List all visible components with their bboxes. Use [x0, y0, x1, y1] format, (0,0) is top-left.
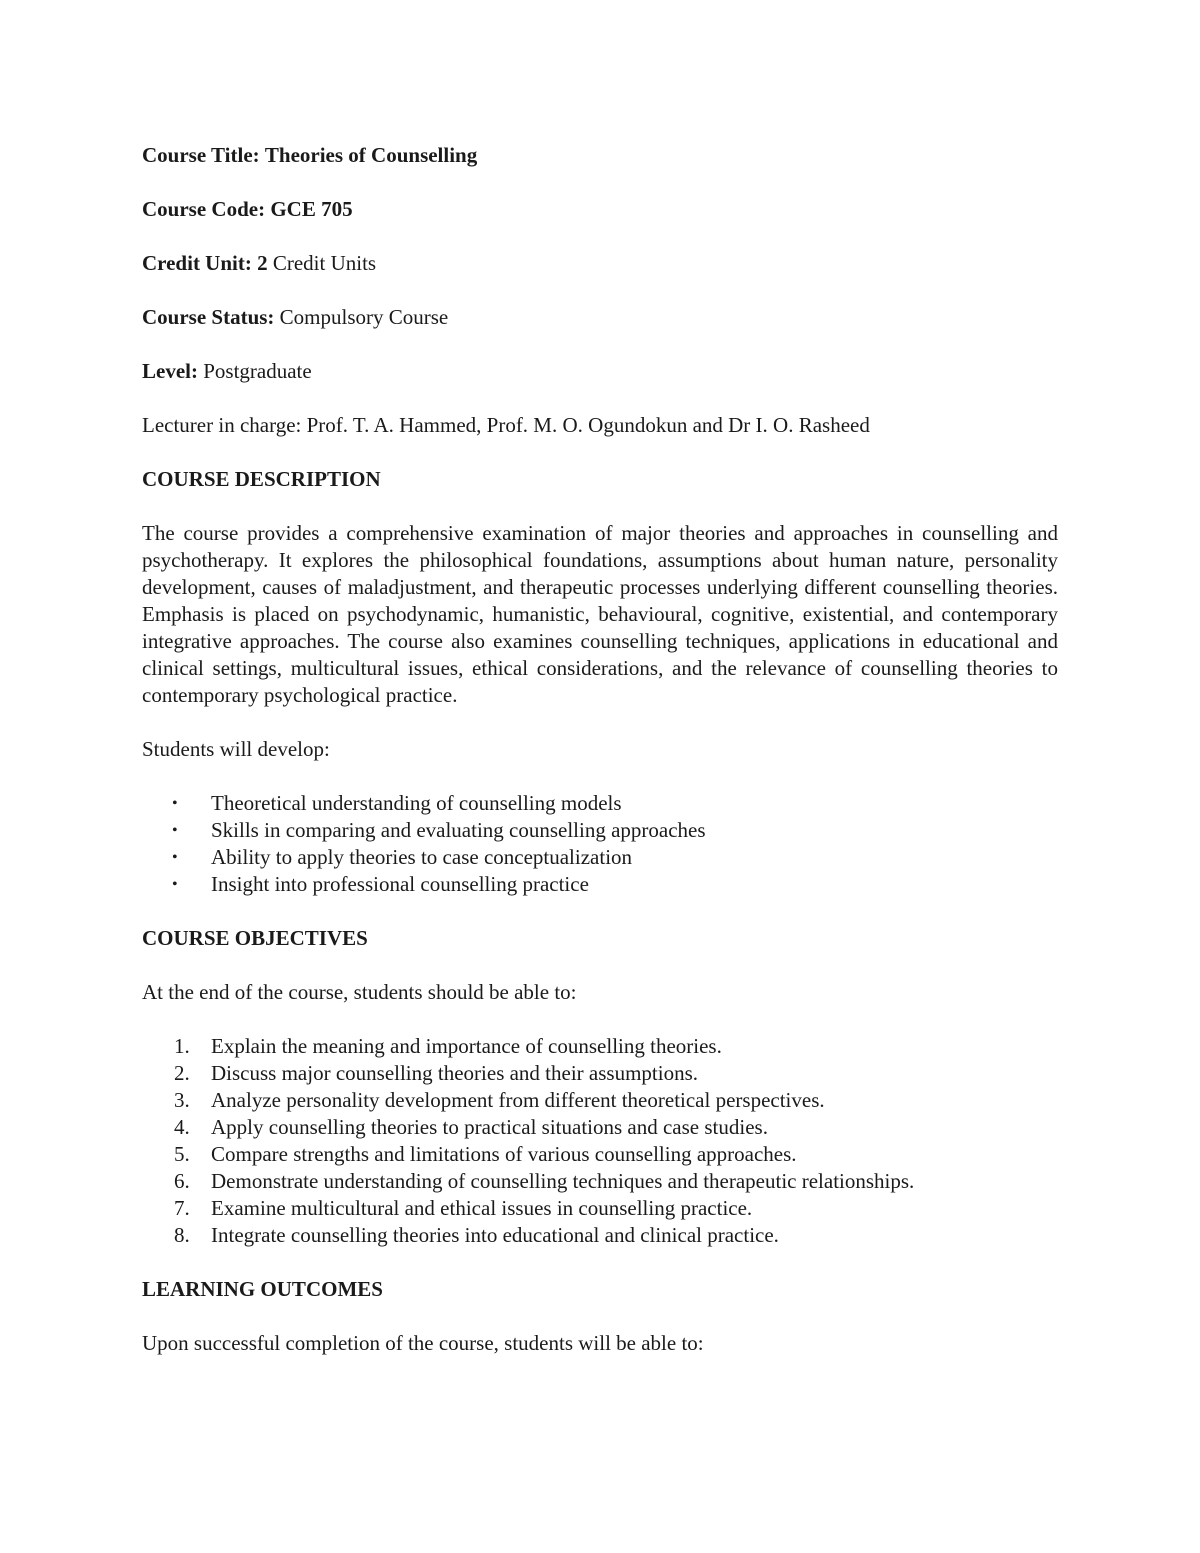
list-item: [142, 1222, 1058, 1249]
bullet-icon: •: [172, 849, 178, 866]
credit-unit-text: Credit Units: [272, 251, 377, 275]
course-status-value: Compulsory Course: [279, 305, 449, 329]
course-code-line: [142, 196, 1058, 223]
item-number: 8.: [174, 1223, 190, 1247]
item-text: Analyze personality development from different theoretical perspectives.: [211, 1088, 825, 1112]
list-item: [142, 1087, 1058, 1114]
item-text: Discuss major counselling theories and their assumptions.: [211, 1061, 699, 1085]
item-text: Integrate counselling theories into educational and clinical practice.: [211, 1223, 779, 1247]
course-code-label: Course Code:: [142, 197, 266, 221]
bullet-icon: •: [172, 795, 178, 812]
item-number: 7.: [174, 1196, 190, 1220]
bullet-text: Insight into professional counselling practice: [211, 872, 589, 896]
objectives-list: [142, 1033, 1058, 1249]
students-develop-intro: Students will develop:: [142, 737, 330, 761]
credit-unit-label: Credit Unit:: [142, 251, 252, 275]
bullet-text: Skills in comparing and evaluating counselling approaches: [211, 818, 706, 842]
list-item: [142, 871, 1058, 898]
credit-unit-line: [142, 250, 1058, 277]
course-code-value: GCE 705: [270, 197, 353, 221]
item-text: Examine multicultural and ethical issues in counselling practice.: [211, 1196, 753, 1220]
list-item: [142, 844, 1058, 871]
develop-bullet-list: [142, 790, 1058, 898]
level-line: [142, 358, 1058, 385]
course-status-line: [142, 304, 1058, 331]
item-number: 1.: [174, 1034, 190, 1058]
course-objectives-heading: COURSE OBJECTIVES: [142, 926, 368, 950]
bullet-text: Ability to apply theories to case conceptualization: [211, 845, 633, 869]
learning-outcomes-heading: LEARNING OUTCOMES: [142, 1277, 383, 1301]
bullet-text: Theoretical understanding of counselling models: [211, 791, 622, 815]
level-label: Level:: [142, 359, 198, 383]
document-page: [142, 142, 1058, 1384]
objectives-intro: At the end of the course, students should be able to:: [142, 980, 577, 1004]
item-text: Apply counselling theories to practical situations and case studies.: [211, 1115, 768, 1139]
course-title-line: [142, 142, 1058, 169]
item-number: 4.: [174, 1115, 190, 1139]
list-item: [142, 1114, 1058, 1141]
bullet-icon: •: [172, 822, 178, 839]
lecturer-line: Lecturer in charge: Prof. T. A. Hammed, Prof. M. O. Ogundokun and Dr I. O. Rasheed: [142, 413, 870, 437]
item-text: Demonstrate understanding of counselling techniques and therapeutic relationships.: [211, 1169, 915, 1193]
item-number: 5.: [174, 1142, 190, 1166]
course-description-paragraph: The course provides a comprehensive examination of major theories and approaches in counselling and psychotherapy. It explores the philosophical foundations, assumptions about human nature, personality development, causes of maladjustment, and therapeutic processes underlying different counselling theories. Emphasis is placed on psychodynamic, humanistic, behavioural, cognitive, existential, and contemporary integrative approaches. The course also examines counselling techniques, applications in educational and clinical settings, multicultural issues, ethical considerations, and the relevance of counselling theories to contemporary psychological practice.: [142, 521, 1058, 707]
bullet-icon: •: [172, 876, 178, 893]
list-item: [142, 1168, 1058, 1195]
item-text: Compare strengths and limitations of various counselling approaches.: [211, 1142, 797, 1166]
list-item: [142, 1033, 1058, 1060]
course-title-value: Theories of Counselling: [264, 143, 478, 167]
outcomes-intro: Upon successful completion of the course, students will be able to:: [142, 1331, 704, 1355]
list-item: [142, 1195, 1058, 1222]
level-value: Postgraduate: [203, 359, 312, 383]
list-item: [142, 817, 1058, 844]
item-number: 2.: [174, 1061, 190, 1085]
course-status-label: Course Status:: [142, 305, 275, 329]
list-item: [142, 1141, 1058, 1168]
item-number: 3.: [174, 1088, 190, 1112]
item-number: 6.: [174, 1169, 190, 1193]
item-text: Explain the meaning and importance of counselling theories.: [211, 1034, 722, 1058]
course-title-label: Course Title:: [142, 143, 260, 167]
list-item: [142, 790, 1058, 817]
credit-unit-number: 2: [257, 251, 268, 275]
list-item: [142, 1060, 1058, 1087]
course-description-heading: COURSE DESCRIPTION: [142, 467, 381, 491]
